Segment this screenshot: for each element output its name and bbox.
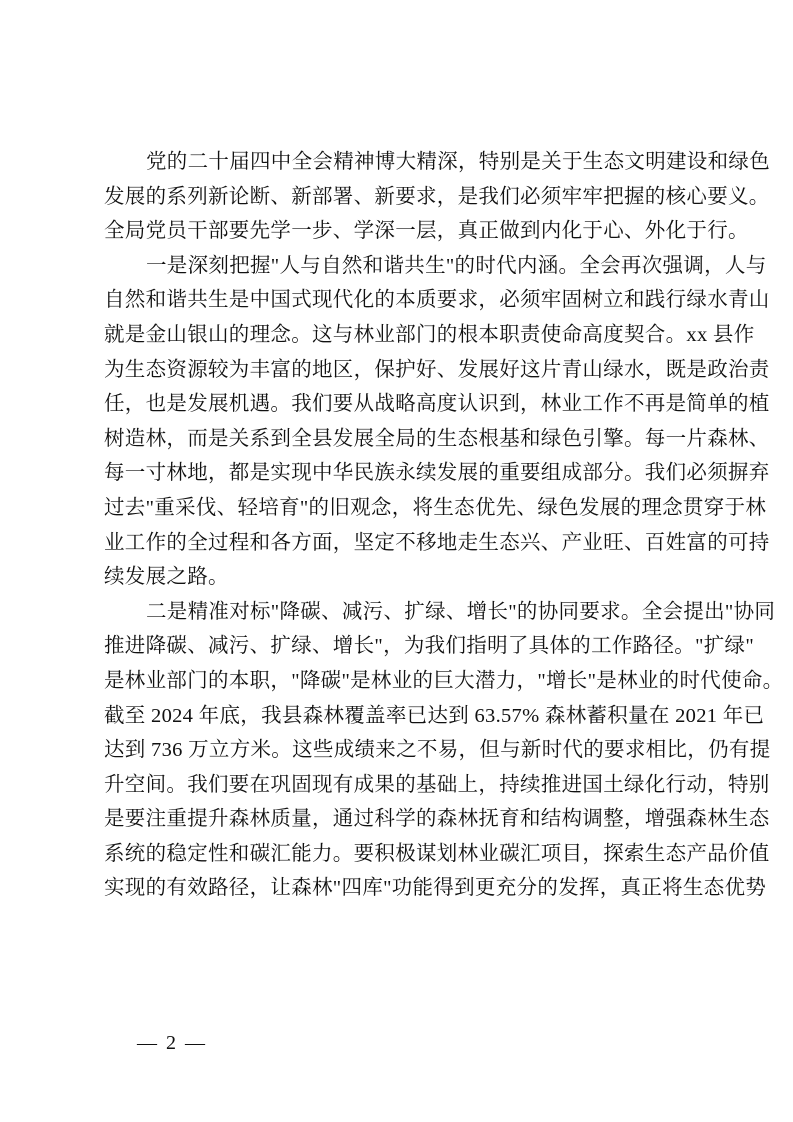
text-line: 为生态资源较为丰富的地区，保护好、发展好这片青山绿水，既是政治责 [104, 358, 770, 381]
text-line: 续发展之路。 [104, 566, 229, 589]
text-line: 截至 2024 年底，我县森林覆盖率已达到 63.57% 森林蓄积量在 2021 年已 [104, 704, 765, 727]
text-line: 业工作的全过程和各方面，坚定不移地走生态兴、产业旺、百姓富的可持 [104, 531, 770, 554]
text-line: 一是深刻把握"人与自然和谐共生"的时代内涵。全会再次强调，人与 [146, 254, 767, 277]
text-line: 自然和谐共生是中国式现代化的本质要求，必须牢固树立和践行绿水青山 [104, 289, 770, 312]
text-line: 二是精准对标"降碳、减污、扩绿、增长"的协同要求。全会提出"协同 [146, 600, 776, 623]
text-line: 推进降碳、减污、扩绿、增长"，为我们指明了具体的工作路径。"扩绿" [104, 635, 755, 658]
text-line: 系统的稳定性和碳汇能力。要积极谋划林业碳汇项目，探索生态产品价值 [104, 842, 770, 865]
text-line: 过去"重采伐、轻培育"的旧观念，将生态优先、绿色发展的理念贯穿于林 [104, 496, 767, 519]
text-line: 就是金山银山的理念。这与林业部门的根本职责使命高度契合。xx 县作 [104, 323, 755, 346]
text-line: 任，也是发展机遇。我们要从战略高度认识到，林业工作不再是简单的植 [104, 393, 770, 416]
text-line: 树造林，而是关系到全县发展全局的生态根基和绿色引擎。每一片森林、 [104, 427, 770, 450]
text-line: 是要注重提升森林质量，通过科学的森林抚育和结构调整，增强森林生态 [104, 808, 770, 831]
text-line: 全局党员干部要先学一步、学深一层，真正做到内化于心、外化于行。 [104, 220, 749, 243]
text-line: 升空间。我们要在巩固现有成果的基础上，持续推进国土绿化行动，特别 [104, 773, 770, 796]
text-line: 是林业部门的本职，"降碳"是林业的巨大潜力，"增长"是林业的时代使命。 [104, 669, 784, 692]
text-line: 发展的系列新论断、新部署、新要求，是我们必须牢牢把握的核心要义。 [104, 185, 770, 208]
text-line: 每一寸林地，都是实现中华民族永续发展的重要组成部分。我们必须摒弃 [104, 462, 770, 485]
page-number: — 2 — [137, 1032, 207, 1054]
document-body [104, 145, 784, 906]
text-line: 实现的有效路径，让森林"四库"功能得到更充分的发挥，真正将生态优势 [104, 877, 767, 900]
text-line: 达到 736 万立方米。这些成绩来之不易，但与新时代的要求相比，仍有提 [104, 739, 771, 762]
text-line: 党的二十届四中全会精神博大精深，特别是关于生态文明建设和绿色 [146, 151, 770, 173]
